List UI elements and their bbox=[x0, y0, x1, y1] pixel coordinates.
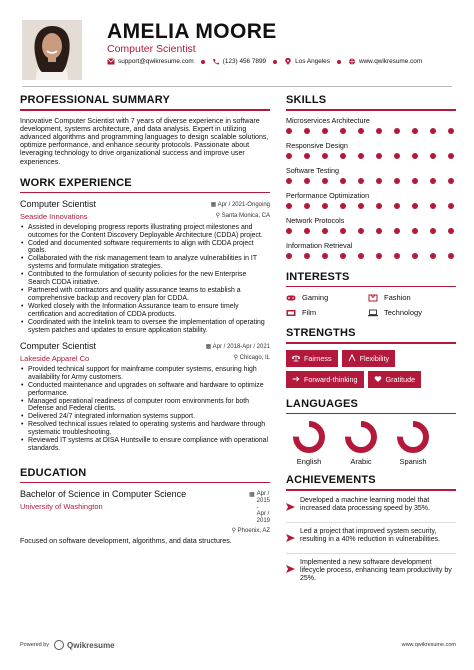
skill-dot bbox=[430, 153, 436, 159]
skill-dot bbox=[358, 178, 364, 184]
date-part: 2015 bbox=[256, 497, 270, 504]
skill-dot bbox=[412, 153, 418, 159]
skill-dot bbox=[448, 128, 454, 134]
skill-dot bbox=[340, 203, 346, 209]
skill-dot bbox=[358, 228, 364, 234]
skill-dot bbox=[412, 203, 418, 209]
calendar-icon: ▦ bbox=[205, 344, 213, 351]
skill-item bbox=[286, 242, 456, 259]
skill-dot bbox=[394, 203, 400, 209]
skill-dot bbox=[430, 253, 436, 259]
skill-rating bbox=[286, 178, 456, 184]
job-bullets bbox=[20, 224, 270, 335]
separator-dot bbox=[273, 60, 277, 64]
skills-list bbox=[286, 117, 456, 259]
list-item: • Resolved technical issues related to operating systems and hardware through systematic troubleshooting. bbox=[20, 421, 270, 437]
skill-dot bbox=[448, 253, 454, 259]
language-level-ring bbox=[292, 420, 326, 454]
skill-dot bbox=[394, 178, 400, 184]
skill-name: Microservices Architecture bbox=[286, 115, 370, 125]
skill-dot bbox=[322, 128, 328, 134]
list-item: • Contributed to the formulation of security policies for the new Enterprise Search CDDA initiative. bbox=[20, 271, 270, 287]
achievements-list bbox=[286, 497, 456, 583]
company-name: Lakeside Apparel Co bbox=[20, 353, 90, 363]
flexibility-icon bbox=[348, 354, 356, 362]
skill-dot bbox=[376, 128, 382, 134]
job-entry bbox=[20, 341, 270, 452]
skill-dot bbox=[376, 203, 382, 209]
contact-website[interactable]: www.qwikresume.com bbox=[358, 58, 423, 65]
language-name: Arabic bbox=[350, 457, 372, 466]
interests-grid bbox=[286, 293, 456, 317]
skill-item bbox=[286, 192, 456, 209]
skill-dot bbox=[394, 228, 400, 234]
right-column bbox=[286, 94, 456, 589]
skill-dot bbox=[322, 203, 328, 209]
language-level-ring bbox=[344, 420, 378, 454]
skill-dot bbox=[448, 178, 454, 184]
pointer-icon bbox=[286, 503, 295, 511]
film-icon bbox=[286, 309, 296, 317]
language-name: English bbox=[296, 457, 322, 466]
language-name: Spanish bbox=[399, 457, 427, 466]
powered-by-label: Powered by bbox=[20, 642, 50, 648]
job-dates bbox=[211, 199, 270, 208]
school-name: University of Washington bbox=[20, 501, 103, 511]
skill-dot bbox=[448, 153, 454, 159]
section-heading-languages: LANGUAGES bbox=[286, 397, 359, 410]
skill-item bbox=[286, 142, 456, 159]
left-column bbox=[20, 94, 270, 546]
skill-dot bbox=[412, 178, 418, 184]
strength-tag bbox=[342, 350, 396, 367]
skill-dot bbox=[394, 253, 400, 259]
education-entry bbox=[20, 489, 270, 534]
skill-dot bbox=[322, 153, 328, 159]
skill-dot bbox=[286, 153, 292, 159]
skill-rating bbox=[286, 253, 456, 259]
section-heading-achievements: ACHIEVEMENTS bbox=[286, 474, 376, 486]
list-item: • Reviewed IT systems at DISA Huntsville to ensure compliance with operational standards. bbox=[20, 437, 270, 453]
skill-dot bbox=[286, 128, 292, 134]
job-location-text: Chicago, IL bbox=[239, 354, 270, 361]
skill-dot bbox=[430, 228, 436, 234]
list-item: • Coordinated with the Intelink team to oversee the implementation of operating system patches and updates to ensure application stability. bbox=[20, 319, 270, 335]
interest-label: Film bbox=[302, 308, 317, 317]
skill-dot bbox=[376, 228, 382, 234]
pointer-icon bbox=[286, 565, 295, 573]
skill-dot bbox=[376, 253, 382, 259]
section-underline bbox=[20, 482, 270, 484]
section-underline bbox=[20, 109, 270, 111]
skill-dot bbox=[304, 178, 310, 184]
list-item: • Conducted maintenance and upgrades on software and hardware to optimize performance. bbox=[20, 382, 270, 398]
skill-dot bbox=[340, 153, 346, 159]
achievement-text: Developed a machine learning model that increased data processing speed by 35%. bbox=[300, 496, 430, 512]
profile-photo bbox=[22, 20, 82, 80]
section-underline bbox=[286, 413, 456, 415]
skill-dot bbox=[304, 153, 310, 159]
skill-dot bbox=[376, 178, 382, 184]
skill-dot bbox=[322, 253, 328, 259]
pin-icon: ⚲ bbox=[233, 354, 240, 361]
skill-dot bbox=[358, 253, 364, 259]
strength-label: Forward-thinking bbox=[304, 374, 358, 384]
skill-dot bbox=[394, 153, 400, 159]
skill-dot bbox=[286, 228, 292, 234]
skill-rating bbox=[286, 153, 456, 159]
job-title: Computer Scientist bbox=[20, 341, 97, 352]
skill-dot bbox=[340, 178, 346, 184]
list-item: • Worked closely with the Information Assurance team to ensure timely certification and accreditation of CDDA products. bbox=[20, 303, 270, 319]
skill-dot bbox=[286, 253, 292, 259]
skill-dot bbox=[358, 153, 364, 159]
list-item: • Assisted in developing progress reports illustrating project milestones and outcomes for the Content Discovery Deployable Architecture (CDDA) project. bbox=[20, 224, 270, 240]
skill-name: Network Protocols bbox=[286, 215, 345, 225]
footer bbox=[20, 640, 456, 650]
company-name: Seaside Innovations bbox=[20, 211, 88, 221]
skill-dot bbox=[286, 178, 292, 184]
job-title: Computer Scientist bbox=[20, 199, 97, 210]
calendar-icon: ▦ bbox=[210, 202, 218, 209]
skill-dot bbox=[448, 203, 454, 209]
skill-name: Information Retrieval bbox=[286, 240, 353, 250]
section-heading-skills: SKILLS bbox=[286, 94, 327, 106]
skill-dot bbox=[286, 203, 292, 209]
candidate-name: AMELIA MOORE bbox=[107, 20, 277, 43]
education-meta bbox=[232, 489, 270, 534]
section-underline bbox=[286, 489, 456, 491]
interest-item bbox=[286, 293, 368, 302]
skill-name: Software Testing bbox=[286, 165, 340, 175]
separator-dot bbox=[337, 60, 341, 64]
skill-dot bbox=[412, 253, 418, 259]
heart-icon bbox=[374, 375, 382, 383]
degree-name: Bachelor of Science in Computer Science bbox=[20, 489, 187, 500]
section-heading-experience: WORK EXPERIENCE bbox=[20, 176, 132, 189]
list-item: • Managed operational readiness of computer room environments for both Defense and Federal clients. bbox=[20, 398, 270, 414]
skill-dot bbox=[322, 228, 328, 234]
interest-label: Technology bbox=[384, 308, 422, 317]
footer-url[interactable]: www.qwikresume.com bbox=[401, 642, 456, 648]
skill-dot bbox=[304, 203, 310, 209]
date-part: 2019 bbox=[256, 517, 270, 524]
language-item bbox=[338, 420, 384, 466]
strengths-tags bbox=[286, 350, 456, 388]
skill-item bbox=[286, 167, 456, 184]
job-location bbox=[234, 352, 270, 361]
language-level-ring bbox=[396, 420, 430, 454]
interest-item bbox=[368, 308, 450, 317]
location-icon bbox=[284, 58, 292, 65]
achievement-item bbox=[286, 559, 456, 583]
skill-dot bbox=[304, 128, 310, 134]
list-item: • Provided technical support for mainframe computer systems, ensuring high availability for Army customers. bbox=[20, 366, 270, 382]
job-location-text: Santa Monica, CA bbox=[221, 212, 270, 219]
section-heading-interests: INTERESTS bbox=[286, 270, 350, 283]
pointer-icon bbox=[286, 534, 295, 542]
job-location bbox=[216, 210, 270, 219]
job-dates-text: Apr / 2021-Ongoing bbox=[217, 202, 270, 209]
skill-rating bbox=[286, 128, 456, 134]
interest-label: Gaming bbox=[302, 293, 329, 302]
calendar-icon: ▦ bbox=[248, 492, 255, 499]
skill-dot bbox=[430, 178, 436, 184]
list-item: • Delivered 24/7 integrated information systems support. bbox=[20, 413, 270, 421]
language-item bbox=[390, 420, 436, 466]
skill-dot bbox=[394, 128, 400, 134]
education-description: Focused on software development, algorithms, and data structures. bbox=[20, 537, 232, 546]
separator-dot bbox=[201, 60, 205, 64]
section-heading-summary: PROFESSIONAL SUMMARY bbox=[20, 94, 171, 106]
divider bbox=[286, 553, 456, 554]
qwikresume-logo-icon bbox=[54, 640, 64, 650]
section-underline bbox=[286, 286, 456, 288]
strength-tag bbox=[368, 371, 422, 388]
skill-dot bbox=[358, 203, 364, 209]
skill-rating bbox=[286, 228, 456, 234]
section-heading-education: EDUCATION bbox=[20, 466, 87, 479]
skill-dot bbox=[412, 228, 418, 234]
skill-rating bbox=[286, 203, 456, 209]
email-icon bbox=[107, 58, 115, 65]
interest-item bbox=[368, 293, 450, 302]
education-location: Phoenix, AZ bbox=[237, 528, 270, 535]
skill-dot bbox=[340, 253, 346, 259]
date-part: Apr bbox=[256, 511, 266, 518]
brand-name[interactable]: Qwikresume bbox=[67, 640, 115, 650]
contact-phone[interactable]: (123) 456 7899 bbox=[222, 58, 267, 65]
candidate-title: Computer Scientist bbox=[107, 43, 196, 55]
pin-icon: ⚲ bbox=[231, 528, 238, 535]
date-part: Apr bbox=[256, 491, 266, 498]
skill-name: Responsive Design bbox=[286, 140, 348, 150]
globe-icon bbox=[348, 58, 356, 65]
skill-dot bbox=[304, 253, 310, 259]
skill-dot bbox=[412, 128, 418, 134]
laptop-icon bbox=[368, 309, 378, 317]
job-bullets bbox=[20, 366, 270, 453]
gamepad-icon bbox=[286, 294, 296, 302]
skill-dot bbox=[340, 228, 346, 234]
strength-tag bbox=[286, 350, 338, 367]
date-part: / bbox=[267, 491, 270, 498]
job-dates-text: Apr / 2018-Apr / 2021 bbox=[212, 344, 270, 351]
skill-item bbox=[286, 117, 456, 134]
scale-icon bbox=[292, 354, 300, 362]
contact-row bbox=[107, 58, 422, 65]
skill-dot bbox=[430, 203, 436, 209]
skill-dot bbox=[322, 178, 328, 184]
interest-item bbox=[286, 308, 368, 317]
skill-dot bbox=[430, 128, 436, 134]
achievement-text: Led a project that improved system security, resulting in a 40% reduction in vulnerabilities. bbox=[300, 527, 441, 543]
languages-list bbox=[286, 420, 436, 466]
job-entry bbox=[20, 199, 270, 334]
contact-email[interactable]: support@qwikresume.com bbox=[118, 58, 194, 65]
achievement-text: Implemented a new software development lifecycle process, enhancing team productivity by 25%. bbox=[300, 558, 452, 582]
strength-label: Flexibility bbox=[359, 353, 390, 363]
skill-name: Performance Optimization bbox=[286, 190, 370, 200]
strength-tag bbox=[286, 371, 364, 388]
divider bbox=[286, 522, 456, 523]
phone-icon bbox=[212, 58, 220, 65]
strength-label: Fairness bbox=[304, 353, 332, 363]
interest-label: Fashion bbox=[384, 293, 411, 302]
section-underline bbox=[286, 342, 456, 344]
skill-dot bbox=[304, 228, 310, 234]
summary-text: Innovative Computer Scientist with 7 years of diverse experience in software development, systems architecture, and data analysis. Expert in utilizing advanced algorithms and programming languages to design scalable solutions, optimize performance, and enhance security protocols. Passionate about leveraging technology to drive organizational success and improve user experiences. bbox=[20, 116, 269, 166]
section-heading-strengths: STRENGTHS bbox=[286, 327, 356, 339]
section-underline bbox=[286, 109, 456, 111]
skill-dot bbox=[376, 153, 382, 159]
achievement-item bbox=[286, 497, 456, 516]
list-item: • Coded and documented software requirements to align with CDDA project goals. bbox=[20, 240, 270, 256]
portrait-image bbox=[22, 20, 82, 80]
hanger-icon bbox=[368, 294, 378, 302]
achievement-item bbox=[286, 528, 456, 547]
contact-location: Los Angeles bbox=[295, 58, 330, 65]
date-part: - bbox=[256, 504, 259, 511]
date-part: / bbox=[267, 511, 270, 518]
list-item: • Partnered with contractors and quality assurance teams to establish a comprehensive backup and recovery plan for CDDA. bbox=[20, 287, 270, 303]
header-divider bbox=[22, 86, 452, 87]
section-underline bbox=[20, 192, 270, 194]
list-item: • Collaborated with the risk management team to analyze vulnerabilities in IT systems and formulate mitigation strategies. bbox=[20, 255, 270, 271]
forward-icon bbox=[292, 375, 300, 383]
job-dates bbox=[206, 341, 270, 350]
skill-dot bbox=[448, 228, 454, 234]
skill-dot bbox=[358, 128, 364, 134]
pin-icon: ⚲ bbox=[215, 212, 222, 219]
skill-item bbox=[286, 217, 456, 234]
strength-label: Gratitude bbox=[385, 374, 416, 384]
education-dates bbox=[257, 491, 270, 524]
language-item bbox=[286, 420, 332, 466]
skill-dot bbox=[340, 128, 346, 134]
